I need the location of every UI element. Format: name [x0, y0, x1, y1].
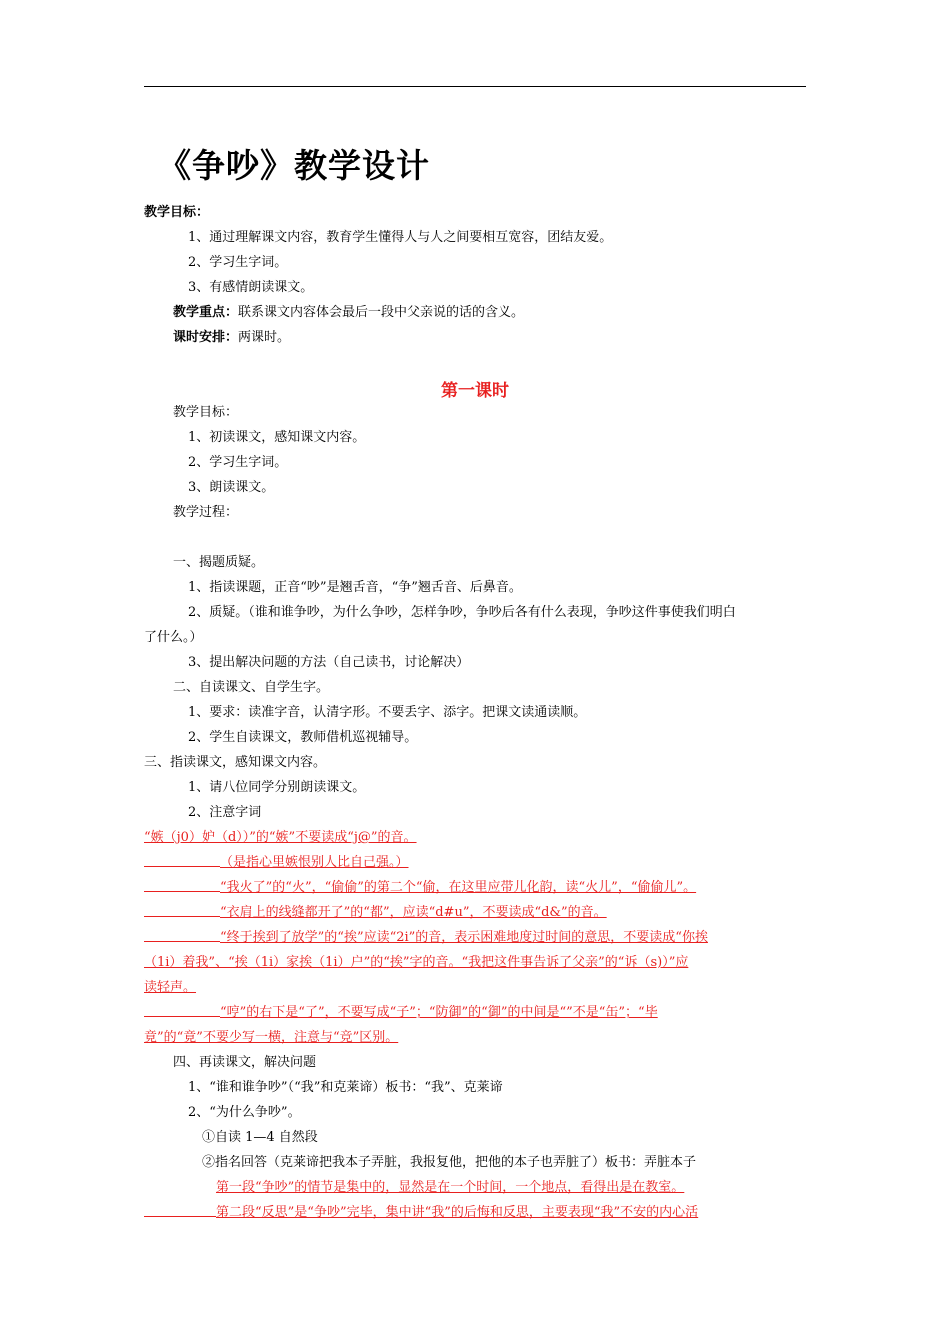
- goal-item: 3、有感情朗读课文。: [188, 280, 314, 295]
- lesson-goal-item: 2、学习生字词。: [188, 455, 288, 470]
- schedule-label: 课时安排：: [173, 330, 239, 345]
- focus-text: 联系课文内容体会最后一段中父亲说的话的含义。: [238, 305, 525, 320]
- process-heading: 教学过程：: [173, 505, 239, 520]
- process-line: 2、学生自读课文，教师借机巡视辅导。: [188, 730, 418, 745]
- header-rule: [144, 86, 806, 87]
- process-line: ②指名回答（克莱谛把我本子弄脏，我报复他，把他的本子也弄脏了）板书：弄脏本子: [202, 1155, 697, 1170]
- red-note: “衣肩上的线缝都开了”的“都”，应读“d#u”，不要读成“d&”的音。: [220, 905, 607, 920]
- red-note: （是指心里嫉恨别人比自己强。）: [220, 855, 409, 870]
- process-line: 1、“谁和谁争吵”（“我”和克莱谛）板书：“我”、克莱谛: [188, 1080, 503, 1095]
- process-line: 1、指读课题，正音“吵”是翘舌音，“争”翘舌音、后鼻音。: [188, 580, 522, 595]
- process-line: 1、要求：读准字音，认清字形。不要丢字、添字。把课文读通读顺。: [188, 705, 587, 720]
- red-underline: [144, 1216, 216, 1217]
- schedule-line: [173, 330, 290, 346]
- process-line: 四、再读课文，解决问题: [173, 1055, 317, 1070]
- red-note: 读轻声。: [144, 980, 197, 995]
- focus-label: 教学重点：: [173, 305, 239, 320]
- red-note: 第二段“反思”是“争吵”完毕，集中讲“我”的后悔和反思，主要表现“我”不安的内心活: [216, 1205, 699, 1220]
- document-title: 《争吵》教学设计: [158, 146, 430, 185]
- process-line: 二、自读课文、自学生字。: [173, 680, 330, 695]
- process-line: 三、指读课文，感知课文内容。: [144, 755, 327, 770]
- schedule-text: 两课时。: [238, 330, 291, 345]
- lesson-goals-heading: 教学目标：: [173, 405, 239, 420]
- red-underline: [144, 916, 220, 917]
- red-note: （1i）着我”、“挨（1i）家挨（1i）户”的“挨”字的音。“我把这件事告诉了父亲”的“诉（s)）”应: [144, 955, 689, 970]
- process-line: 3、提出解决问题的方法（自己读书，讨论解决）: [188, 655, 470, 670]
- red-underline: [144, 866, 220, 867]
- goal-item: 1、通过理解课文内容，教育学生懂得人与人之间要相互宽容，团结友爱。: [188, 230, 613, 245]
- goal-item: 2、学习生字词。: [188, 255, 288, 270]
- goals-heading: 教学目标：: [144, 205, 210, 220]
- red-note: “嫉（j0）妒（d））”的“嫉”不要读成“j@”的音。: [144, 830, 417, 845]
- red-underline: [144, 941, 220, 942]
- process-line: 2、注意字词: [188, 805, 262, 820]
- process-line: 2、质疑。（谁和谁争吵，为什么争吵，怎样争吵，争吵后各有什么表现，争吵这件事使我们明白: [188, 605, 736, 620]
- red-note: “哼”的右下是“了”，不要写成“子”；“防御”的“御”的中间是“”不是“缶”；“毕: [220, 1005, 658, 1020]
- process-line: 1、请八位同学分别朗读课文。: [188, 780, 366, 795]
- process-line: 一、揭题质疑。: [173, 555, 265, 570]
- lesson-goal-item: 3、朗读课文。: [188, 480, 275, 495]
- red-underline: [144, 891, 220, 892]
- process-line: ①自读 1—4 自然段: [202, 1130, 318, 1145]
- red-note: 竟”的“竟”不要少写一横，注意与“竞”区别。: [144, 1030, 399, 1045]
- red-note: “终于挨到了放学”的“挨”应读“2i”的音，表示困难地度过时间的意思，不要读成“你挨: [220, 930, 708, 945]
- process-line: 2、“为什么争吵”。: [188, 1105, 301, 1120]
- red-underline: [144, 1016, 220, 1017]
- process-line: 了什么。）: [144, 630, 203, 645]
- red-note: 第一段“争吵”的情节是集中的，显然是在一个时间，一个地点，看得出是在教室。: [216, 1180, 685, 1195]
- focus-line: [173, 305, 524, 321]
- lesson-goal-item: 1、初读课文，感知课文内容。: [188, 430, 366, 445]
- section-title: 第一课时: [441, 381, 509, 401]
- red-note: “我火了”的“火”，“偷偷”的第二个“偷，在这里应带儿化韵，读“火儿”，“偷偷儿”。: [220, 880, 697, 895]
